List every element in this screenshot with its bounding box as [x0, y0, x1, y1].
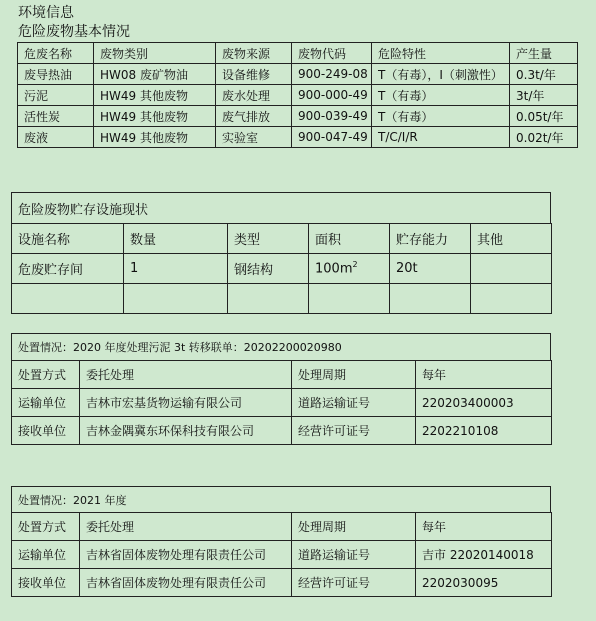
table-row	[12, 254, 552, 284]
table-cell: 1	[124, 254, 228, 284]
disposal-table-2021	[11, 512, 552, 597]
table-cell	[309, 284, 390, 314]
table-cell: T（有毒）	[372, 85, 510, 106]
table-cell: HW49 其他废物	[94, 85, 216, 106]
table-cell: 吉林省固体废物处理有限责任公司	[80, 569, 292, 597]
table-header-row	[18, 43, 578, 64]
table-cell: 2202210108	[416, 417, 552, 445]
section-heading: 环境信息	[18, 5, 74, 21]
table-cell: 运输单位	[12, 541, 80, 569]
table-cell: T（有毒）	[372, 106, 510, 127]
table-cell: 每年	[416, 513, 552, 541]
table-cell: 经营许可证号	[292, 569, 416, 597]
table-row	[18, 64, 578, 85]
storage-facility-table	[11, 223, 552, 314]
table-row	[18, 106, 578, 127]
table-cell: 钢结构	[228, 254, 309, 284]
disposal-table-2020	[11, 360, 552, 445]
table-cell	[471, 254, 552, 284]
table-cell: 委托处理	[80, 361, 292, 389]
storage-facility-title: 危险废物贮存设施现状	[11, 192, 551, 223]
table-cell: 0.02t/年	[510, 127, 578, 148]
table-cell: HW49 其他废物	[94, 127, 216, 148]
area-value: 100m	[315, 261, 353, 277]
table-header: 危废名称	[18, 43, 94, 64]
table-cell: 900-039-49	[292, 106, 372, 127]
table-row	[12, 569, 552, 597]
table-cell: 吉林市宏基货物运输有限公司	[80, 389, 292, 417]
table-row	[12, 361, 552, 389]
table-row	[18, 127, 578, 148]
table-cell	[228, 284, 309, 314]
table-cell: 活性炭	[18, 106, 94, 127]
table-cell: 0.05t/年	[510, 106, 578, 127]
table-cell: 处理周期	[292, 361, 416, 389]
table-row	[18, 85, 578, 106]
table-header: 废物类别	[94, 43, 216, 64]
table-header: 设施名称	[12, 224, 124, 254]
table-cell: HW49 其他废物	[94, 106, 216, 127]
hazardous-waste-table	[17, 42, 578, 148]
table-header: 危险特性	[372, 43, 510, 64]
table-cell: 0.3t/年	[510, 64, 578, 85]
table-cell: 废水处理	[216, 85, 292, 106]
table-cell: 设备维修	[216, 64, 292, 85]
table-cell: 污泥	[18, 85, 94, 106]
table-cell: 20t	[390, 254, 471, 284]
table-cell: 吉林省固体废物处理有限责任公司	[80, 541, 292, 569]
table-cell: 废液	[18, 127, 94, 148]
table-cell	[12, 284, 124, 314]
table-cell: 处理周期	[292, 513, 416, 541]
table-row	[12, 284, 552, 314]
table-cell: 900-249-08	[292, 64, 372, 85]
table-cell: 运输单位	[12, 389, 80, 417]
table-cell: 吉林金隅冀东环保科技有限公司	[80, 417, 292, 445]
table-header: 废物代码	[292, 43, 372, 64]
table-cell: T/C/I/R	[372, 127, 510, 148]
table-cell: 废气排放	[216, 106, 292, 127]
table-header: 产生量	[510, 43, 578, 64]
table-cell	[471, 284, 552, 314]
table-cell: 危废贮存间	[12, 254, 124, 284]
table-cell: 道路运输证号	[292, 389, 416, 417]
table-cell: 每年	[416, 361, 552, 389]
table-cell: 委托处理	[80, 513, 292, 541]
table-row	[12, 389, 552, 417]
table-cell: 吉市 22020140018	[416, 541, 552, 569]
table-cell: HW08 废矿物油	[94, 64, 216, 85]
table-row	[12, 541, 552, 569]
table-cell: 900-047-49	[292, 127, 372, 148]
table-cell: 220203400003	[416, 389, 552, 417]
table-header: 类型	[228, 224, 309, 254]
table-cell: 处置方式	[12, 361, 80, 389]
table-cell: 经营许可证号	[292, 417, 416, 445]
table-header-row	[12, 224, 552, 254]
hazardous-waste-subheading: 危险废物基本情况	[18, 24, 130, 40]
table-cell: 3t/年	[510, 85, 578, 106]
table-cell: 废导热油	[18, 64, 94, 85]
table-header: 废物来源	[216, 43, 292, 64]
table-cell: 接收单位	[12, 417, 80, 445]
table-row	[12, 513, 552, 541]
table-header: 其他	[471, 224, 552, 254]
disposal-summary-2020: 处置情况：2020 年度处理污泥 3t 转移联单：20202200020980	[11, 333, 551, 360]
table-cell: 实验室	[216, 127, 292, 148]
table-header: 贮存能力	[390, 224, 471, 254]
table-cell: 处置方式	[12, 513, 80, 541]
table-cell: 接收单位	[12, 569, 80, 597]
disposal-summary-2021: 处置情况：2021 年度	[11, 486, 551, 512]
table-cell	[124, 284, 228, 314]
table-header: 数量	[124, 224, 228, 254]
table-header: 面积	[309, 224, 390, 254]
table-row	[12, 417, 552, 445]
table-cell: 道路运输证号	[292, 541, 416, 569]
table-cell	[309, 254, 390, 284]
table-cell: 900-000-49	[292, 85, 372, 106]
table-cell: 2202030095	[416, 569, 552, 597]
table-cell: T（有毒），I（刺激性）	[372, 64, 510, 85]
table-cell	[390, 284, 471, 314]
area-unit-superscript: 2	[352, 260, 358, 270]
